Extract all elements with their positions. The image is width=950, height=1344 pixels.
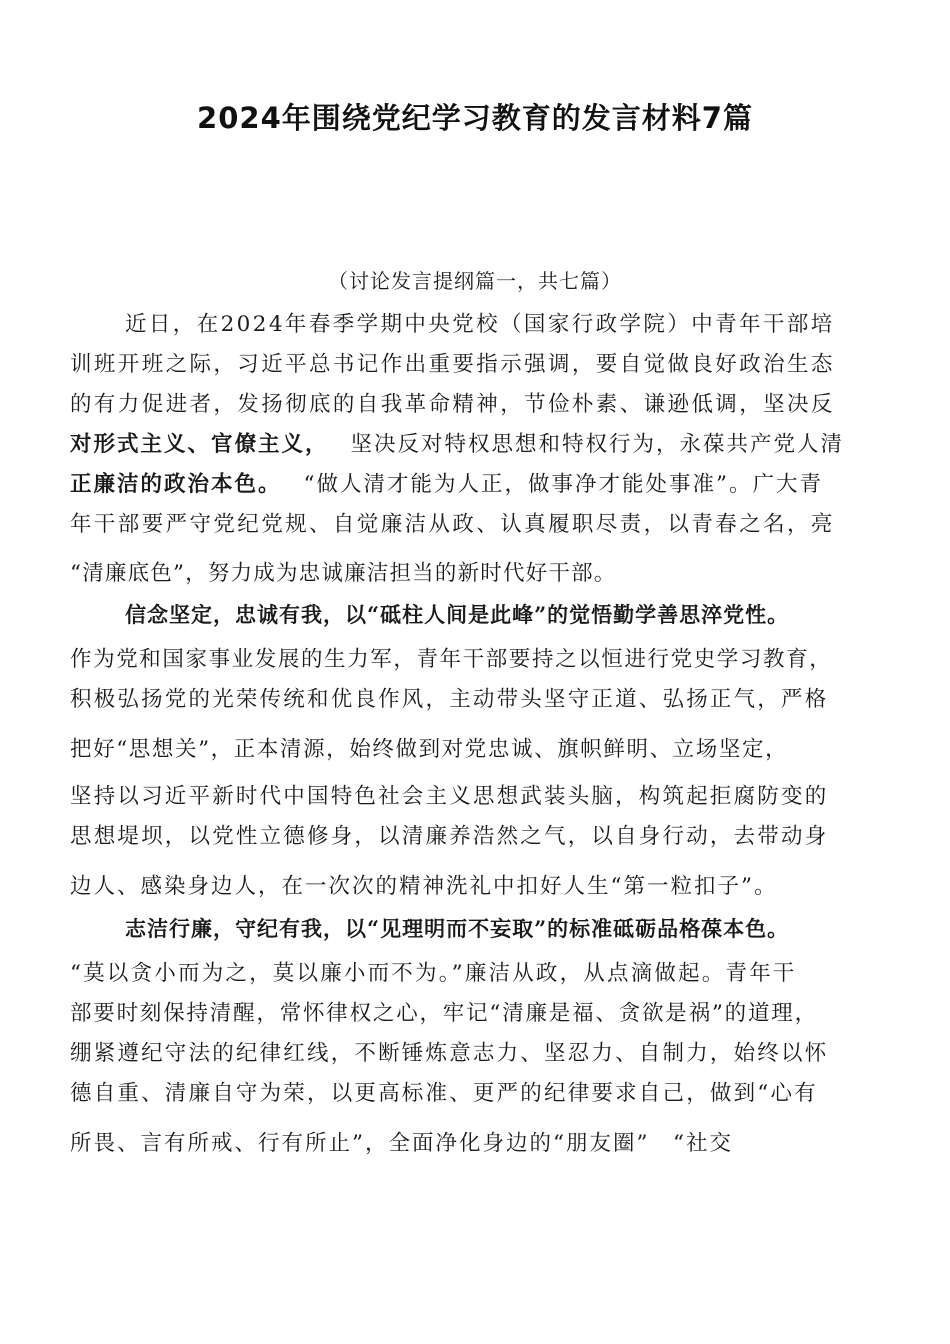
paragraph2-line5: 思想堤坝，以党性立德修身，以清廉养浩然之气，以自身行动，去带动身 [70,824,829,849]
paragraph1-line5 [70,474,823,496]
document-subtitle: （讨论发言提纲篇一，共七篇） [328,269,622,293]
paragraph2-line1: 作为党和国家事业发展的生力军，青年干部要持之以恒进行党史学习教育， [70,647,833,672]
emphasis-text: 对形式主义、官僚主义， [70,432,329,457]
paragraph1-line7: “清廉底色”，努力成为忠诚廉洁担当的新时代好干部。 [70,561,617,586]
paragraph2-line2: 积极弘扬党的光荣传统和优良作风，主动带头坚守正道、弘扬正气，严格 [70,687,829,712]
paragraph3-line1: “莫以贪小而为之，莫以廉小而不为。”廉洁从政，从点滴做起。青年干 [70,961,797,986]
section-heading-2: 志洁行廉，守纪有我，以“见理明而不妄取”的标准砥砺品格葆本色。 [125,916,790,941]
paragraph3-line3: 绷紧遵纪守法的纪律红线，不断锤炼意志力、坚忍力、自制力，始终以怀 [70,1041,829,1066]
paragraph1-line6: 年干部要严守党纪党规、自觉廉洁从政、认真履职尽责，以青春之名，亮 [70,512,835,537]
paragraph1-line5-rest: “做人清才能为人正，做事净才能处事准”。广大青 [303,472,824,497]
paragraph2-line6: 边人、感染身边人，在一次次的精神洗礼中扣好人生“第一粒扣子”。 [70,874,778,899]
paragraph1-line4 [70,434,844,456]
paragraph3-line5: 所畏、言有所戒、行有所止”，全面净化身边的“朋友圈” “社交 [70,1131,733,1156]
emphasis-text: 正廉洁的政治本色。 [70,472,282,497]
document-title: 2024年围绕党纪学习教育的发言材料7篇 [197,101,753,135]
paragraph1-line1: 近日，在2024年春季学期中央党校（国家行政学院）中青年干部培 [125,312,835,337]
section-heading-1: 信念坚定，忠诚有我，以“砥柱人间是此峰”的觉悟勤学善思淬党性。 [125,602,790,627]
paragraph1-line2: 训班开班之际，习近平总书记作出重要指示强调，要自觉做良好政治生态 [70,352,835,377]
paragraph1-line3: 的有力促进者，发扬彻底的自我革命精神，节俭朴素、谦逊低调，坚决反 [70,392,835,417]
paragraph3-line4: 德自重、清廉自守为荣，以更高标准、更严的纪律要求自己，做到“心有 [70,1081,818,1106]
paragraph3-line2: 部要时刻保持清醒，常怀律权之心，牢记“清廉是福、贪欲是祸”的道理， [70,1001,818,1026]
paragraph2-line3: 把好“思想关”，正本清源，始终做到对党忠诚、旗帜鲜明、立场坚定， [70,737,789,762]
paragraph1-line4-rest: 坚决反对特权思想和特权行为，永葆共产党人清 [350,432,845,457]
paragraph2-line4: 坚持以习近平新时代中国特色社会主义思想武装头脑，构筑起拒腐防变的 [70,784,829,809]
